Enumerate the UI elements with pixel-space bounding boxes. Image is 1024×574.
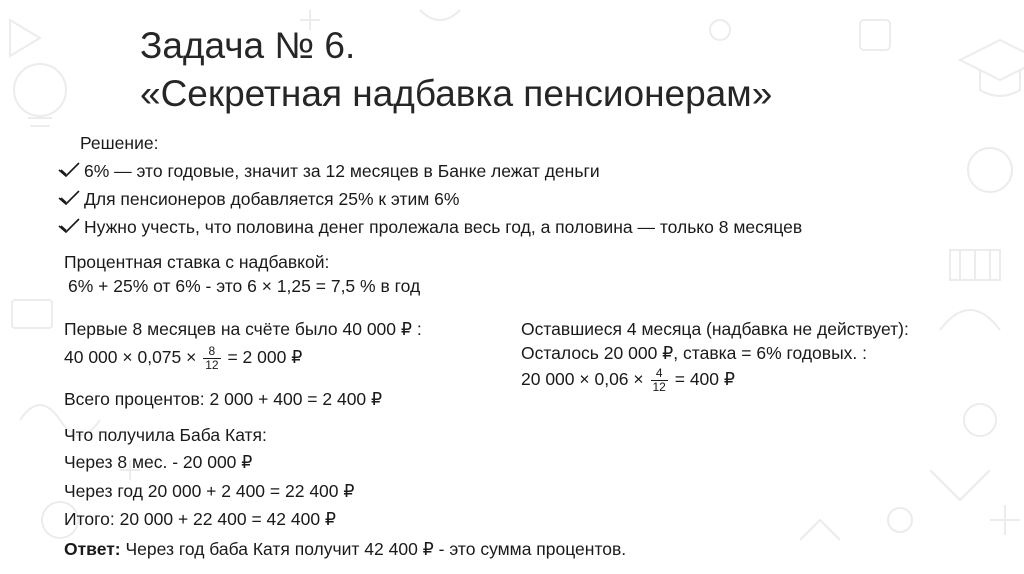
fraction (651, 367, 668, 394)
rate-calc: 6% + 25% от 6% - это 6 × 1,25 = 7,5 % в год (68, 276, 421, 296)
fraction (203, 345, 220, 372)
checklist-item-3 (58, 216, 802, 239)
formula-suffix: = 2 000 ₽ (227, 347, 303, 367)
rate-heading: Процентная ставка с надбавкой: (64, 252, 330, 272)
check-icon (58, 161, 84, 183)
remaining-4-months: Оставшиеся 4 месяца (надбавка не действует): (521, 319, 909, 339)
check-icon (58, 189, 84, 211)
check-icon (58, 217, 84, 239)
formula-prefix: 40 000 × 0,075 × (64, 347, 197, 367)
after-8-months: Через 8 мес. - 20 000 ₽ (64, 452, 253, 472)
checklist-text: Для пенсионеров добавляется 25% к этим 6% (84, 189, 460, 209)
answer (64, 538, 626, 560)
formula-prefix: 20 000 × 0,06 × (521, 369, 644, 389)
total-sum: Итого: 20 000 + 22 400 = 42 400 ₽ (64, 509, 337, 529)
checklist-text: 6% — это годовые, значит за 12 месяцев в Банке лежат деньги (84, 161, 600, 181)
remaining-rate: Осталось 20 000 ₽, ставка = 6% годовых. : (521, 343, 868, 363)
after-year: Через год 20 000 + 2 400 = 22 400 ₽ (64, 481, 355, 501)
title-line-2: «Секретная надбавка пенсионерам» (140, 73, 773, 114)
checklist-item-1 (58, 160, 600, 183)
received-heading: Что получила Баба Катя: (64, 425, 267, 445)
checklist-text: Нужно учесть, что половина денег пролежала весь год, а половина — только 8 месяцев (84, 217, 803, 237)
fraction-numerator: 4 (651, 367, 668, 381)
right-formula (521, 362, 735, 396)
checklist-item-2 (58, 188, 459, 211)
fraction-denominator: 12 (652, 379, 666, 394)
total-interest: Всего процентов: 2 000 + 400 = 2 400 ₽ (64, 389, 383, 409)
formula-suffix: = 400 ₽ (674, 369, 736, 389)
slide-title (140, 22, 772, 118)
fraction-denominator: 12 (205, 357, 219, 372)
answer-text: Через год баба Катя получит 42 400 ₽ - это сумма процентов. (120, 539, 627, 559)
answer-label: Ответ: (64, 539, 121, 559)
title-line-1: Задача № 6. (140, 25, 356, 66)
solution-label: Решение: (80, 133, 159, 153)
fraction-numerator: 8 (203, 345, 220, 359)
left-formula (64, 340, 302, 374)
first-8-months: Первые 8 месяцев на счёте было 40 000 ₽ : (64, 319, 422, 339)
